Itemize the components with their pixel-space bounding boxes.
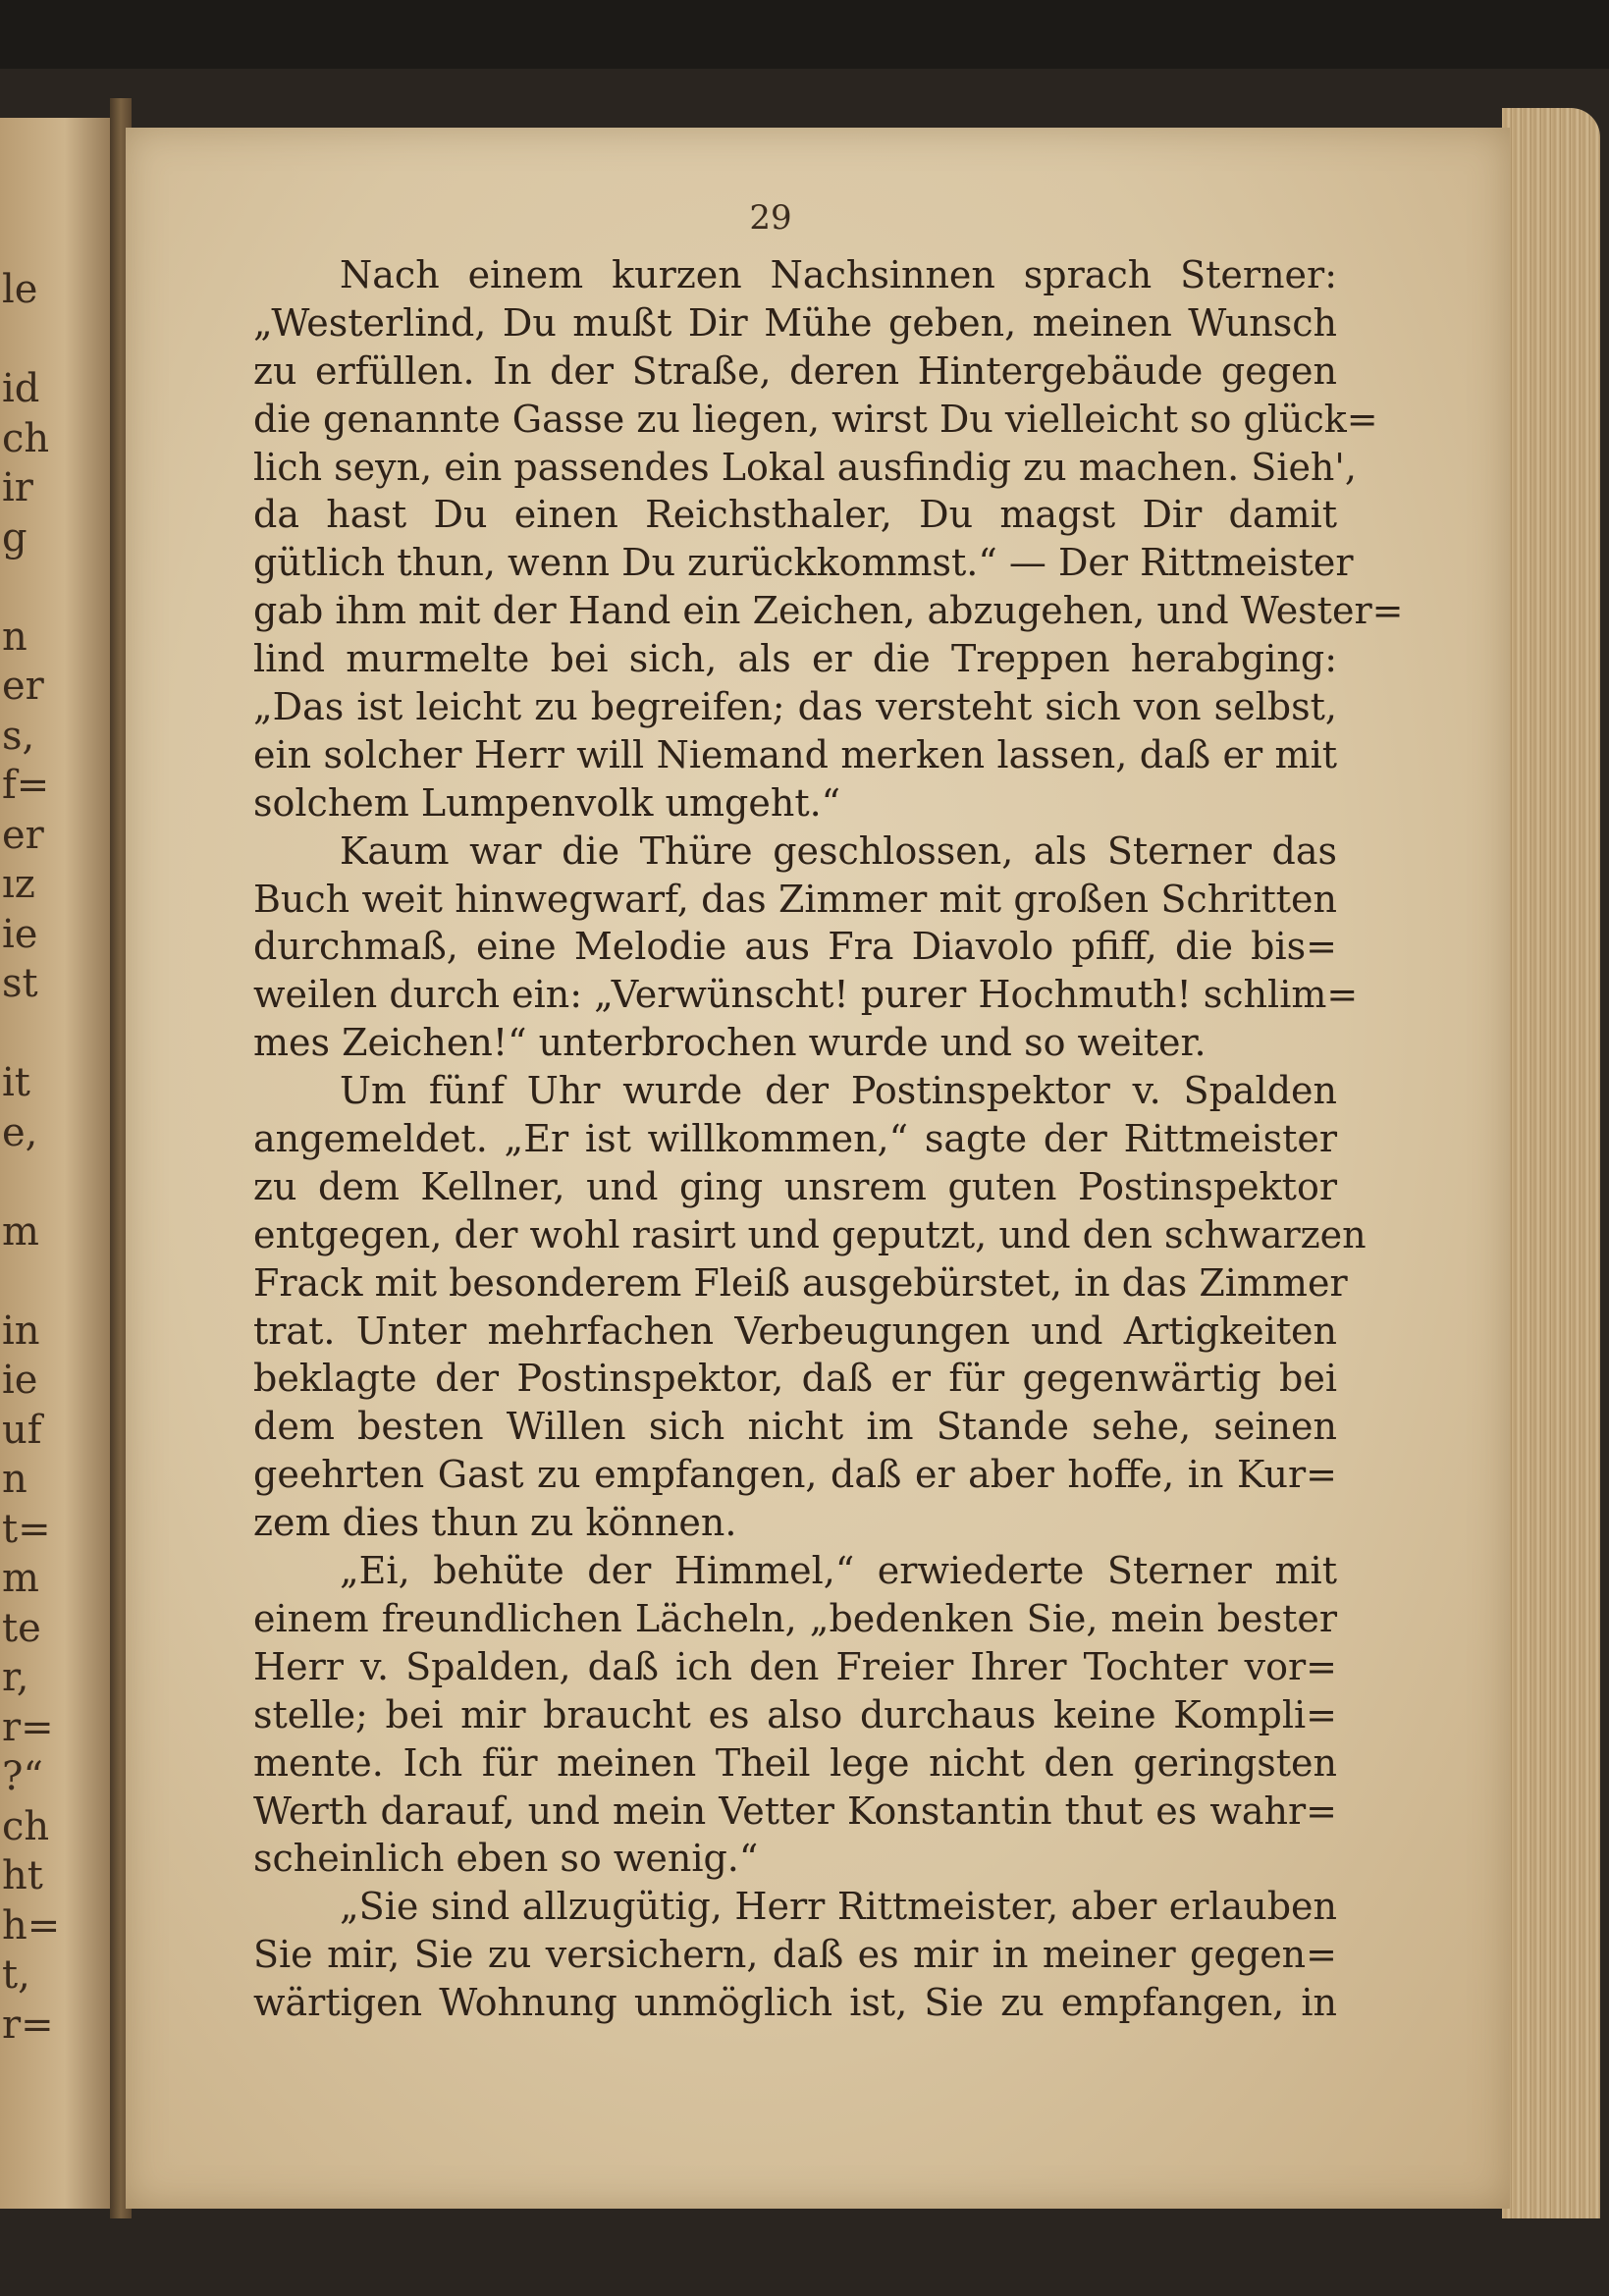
text-line: Frack mit besonderem Fleiß ausgebürstet, in das Zimmer — [253, 1260, 1348, 1305]
page-number: 29 — [749, 198, 792, 238]
text-line: Kaum war die Thüre geschlossen, als Sterner das — [340, 828, 1337, 873]
previous-page-fragment: ?“ — [2, 1754, 43, 1799]
previous-page-fragment: ch — [2, 415, 50, 461]
text-line: „Das ist leicht zu begreifen; das versteht sich von selbst, — [253, 685, 1337, 729]
previous-page-fragment — [2, 1157, 110, 1207]
text-line: mente. Ich für meinen Theil lege nicht den geringsten — [253, 1740, 1337, 1785]
previous-page-fragment: it — [2, 1060, 30, 1105]
previous-page-fragment: r= — [2, 2002, 54, 2048]
text-line: angemeldet. „Er ist willkommen,“ sagte der Rittmeister — [253, 1117, 1337, 1161]
text-line: Herr v. Spalden, daß ich den Freier Ihrer Tochter vor= — [253, 1644, 1337, 1688]
text-line: durchmaß, eine Melodie aus Fra Diavolo pfiff, die bis= — [253, 925, 1337, 969]
text-line: mes Zeichen!“ unterbrochen wurde und so weiter. — [253, 1021, 1207, 1065]
previous-page-fragment: le — [2, 267, 38, 312]
previous-page-fragment: r, — [2, 1655, 29, 1700]
text-line: Buch weit hinwegwarf, das Zimmer mit großen Schritten — [253, 877, 1337, 921]
text-line: geehrten Gast zu empfangen, daß er aber hoffe, in Kur= — [253, 1453, 1337, 1497]
text-line: stelle; bei mir braucht es also durchaus keine Kompli= — [253, 1692, 1337, 1736]
text-line: beklagte der Postinspektor, daß er für gegenwärtig bei — [253, 1357, 1337, 1401]
text-line: gütlich thun, wenn Du zurückkommst.“ — Der Rittmeister — [253, 541, 1354, 585]
text-line: „Westerlind, Du mußt Dir Mühe geben, meinen Wunsch — [253, 300, 1337, 345]
text-line: lind murmelte bei sich, als er die Treppen herabging: — [253, 637, 1337, 681]
previous-page-fragment: uf — [2, 1407, 42, 1453]
previous-page-edge — [0, 118, 118, 2209]
previous-page-fragment: n — [2, 1457, 27, 1502]
previous-page-fragment: m — [2, 1556, 39, 1601]
text-line: weilen durch ein: „Verwünscht! purer Hochmuth! schlim= — [253, 973, 1359, 1017]
previous-page-fragment: er — [2, 664, 44, 709]
text-line: ein solcher Herr will Niemand merken lassen, daß er mit — [253, 732, 1337, 776]
text-line: Werth darauf, und mein Vetter Konstantin thut es wahr= — [253, 1789, 1337, 1833]
previous-page-fragment: er — [2, 812, 44, 858]
previous-page-fragment: te — [2, 1605, 41, 1651]
text-line: dem besten Willen sich nicht im Stande sehe, seinen — [253, 1405, 1337, 1449]
previous-page-fragment: g — [2, 514, 27, 561]
previous-page-fragment: t= — [2, 1506, 51, 1552]
text-line: lich seyn, ein passendes Lokal ausfindig zu machen. Sieh', — [253, 445, 1357, 489]
text-line: „Ei, behüte der Himmel,“ erwiederte Sterner mit — [340, 1549, 1337, 1593]
previous-page-fragment: r= — [2, 1704, 54, 1750]
page-text — [253, 251, 1404, 2027]
text-line: scheinlich eben so wenig.“ — [253, 1837, 759, 1881]
text-line: entgegen, der wohl rasirt und geputzt, und den schwarzen — [253, 1212, 1367, 1256]
text-line: zem dies thun zu können. — [253, 1501, 737, 1545]
previous-page-fragment: ch — [2, 1803, 50, 1849]
text-line: einem freundlichen Lächeln, „bedenken Sie, mein bester — [253, 1596, 1337, 1640]
previous-page-fragment: t, — [2, 1952, 30, 1998]
page-stack-edge — [1502, 108, 1600, 2218]
previous-page-fragment: ız — [2, 862, 35, 907]
previous-page-fragment — [2, 1009, 110, 1059]
previous-page-text-fragments — [2, 265, 110, 2050]
previous-page-fragment: id — [2, 366, 40, 411]
previous-page-fragment: ht — [2, 1853, 43, 1898]
previous-page-fragment — [2, 1256, 110, 1307]
text-line: „Sie sind allzugütig, Herr Rittmeister, aber erlauben — [340, 1885, 1337, 1929]
text-line: Nach einem kurzen Nachsinnen sprach Sterner: — [340, 253, 1337, 296]
previous-page-fragment — [2, 315, 110, 365]
text-line: die genannte Gasse zu liegen, wirst Du vielleicht so glück= — [253, 397, 1378, 441]
text-line: zu dem Kellner, und ging unsrem guten Postinspektor — [253, 1164, 1337, 1208]
previous-page-fragment: ie — [2, 911, 38, 957]
previous-page-fragment — [2, 562, 110, 613]
previous-page-fragment: m — [2, 1208, 39, 1255]
previous-page-fragment: ie — [2, 1358, 38, 1403]
text-line: Sie mir, Sie zu versichern, daß es mir in meiner gegen= — [253, 1933, 1337, 1977]
text-line: zu erfüllen. In der Straße, deren Hintergebäude gegen — [253, 348, 1337, 393]
previous-page-fragment: st — [2, 961, 38, 1006]
text-line: trat. Unter mehrfachen Verbeugungen und Artigkeiten — [253, 1308, 1337, 1353]
text-line: wärtigen Wohnung unmöglich ist, Sie zu empfangen, in — [253, 1981, 1337, 2025]
text-line: da hast Du einen Reichsthaler, Du magst Dir damit — [253, 493, 1337, 537]
text-line: gab ihm mit der Hand ein Zeichen, abzugehen, und Wester= — [253, 589, 1404, 633]
previous-page-fragment: in — [2, 1308, 40, 1354]
text-line: Um fünf Uhr wurde der Postinspektor v. Spalden — [340, 1069, 1337, 1113]
previous-page-fragment: h= — [2, 1902, 61, 1949]
previous-page-fragment: n — [2, 614, 27, 660]
previous-page-fragment: f= — [2, 763, 50, 808]
previous-page-fragment: e, — [2, 1109, 38, 1155]
text-line: solchem Lumpenvolk umgeht.“ — [253, 780, 841, 825]
previous-page-fragment: ir — [2, 465, 33, 510]
previous-page-fragment: s, — [2, 713, 35, 759]
